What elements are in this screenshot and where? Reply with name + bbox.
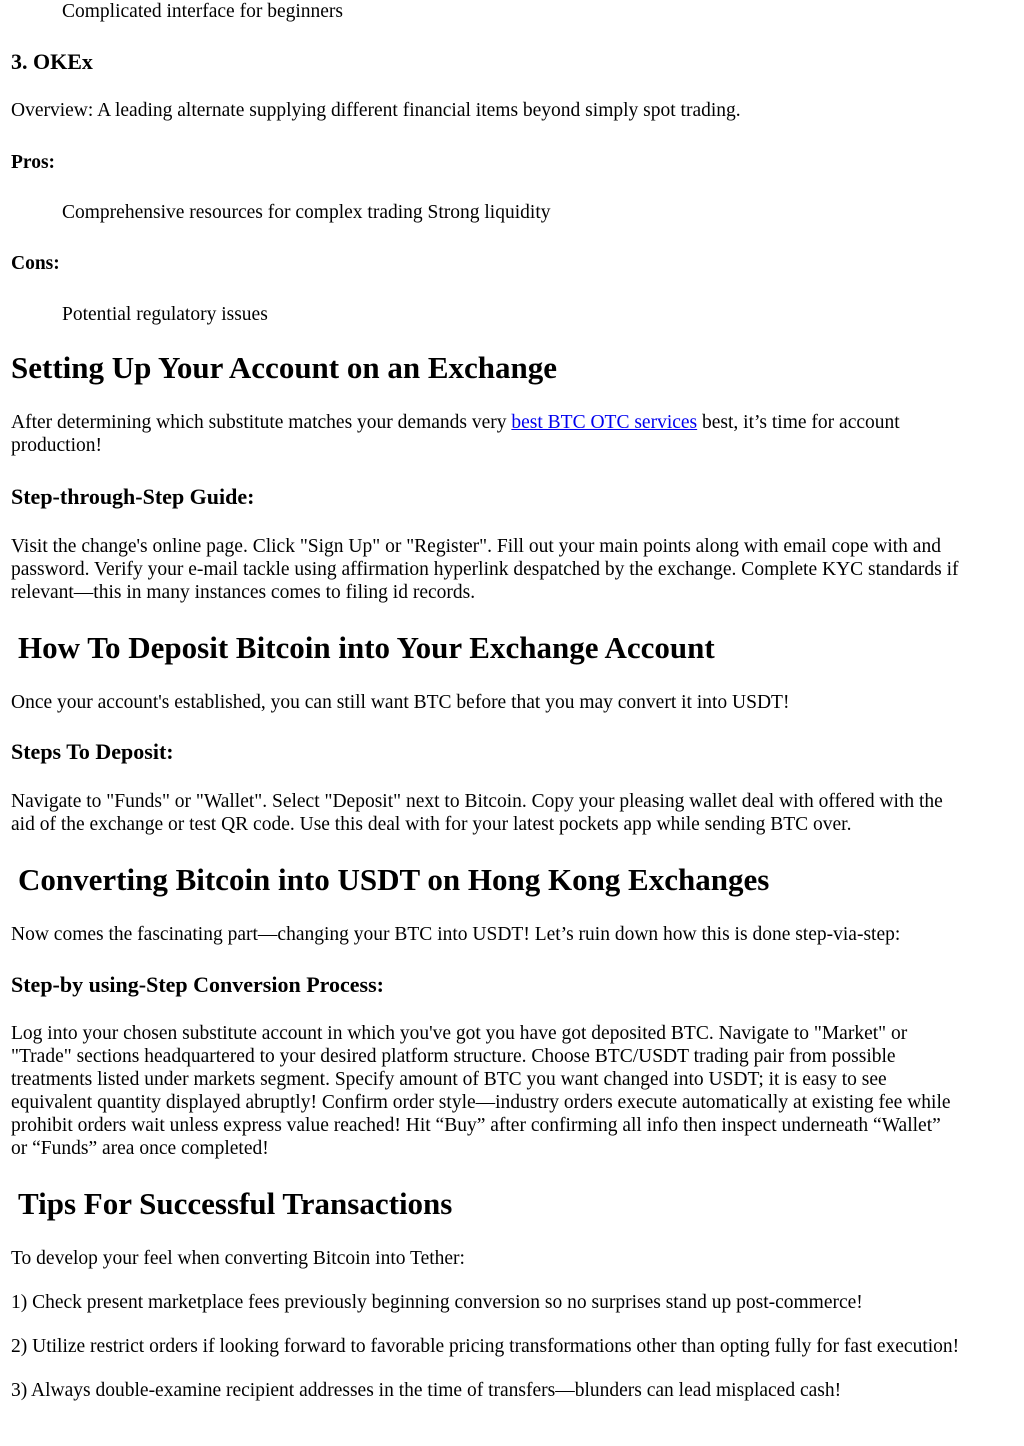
conversion-process-line: or “Funds” area once completed! bbox=[11, 1138, 269, 1159]
setup-intro-text: After determining which substitute matches your demands very bbox=[11, 412, 512, 433]
deposit-steps-line: aid of the exchange or test QR code. Use this deal with for your latest pockets app while sending BTC over. bbox=[11, 814, 852, 835]
guide-line: relevant—this in many instances comes to filing id records. bbox=[11, 582, 476, 603]
cons-label: Cons: bbox=[11, 253, 60, 274]
setup-intro-line2: production! bbox=[11, 435, 102, 456]
guide-line: Visit the change's online page. Click "Sign Up" or "Register". Fill out your main points along with email cope with and bbox=[11, 536, 941, 557]
setup-intro-text-after: best, it’s time for account bbox=[697, 412, 900, 433]
pros-label: Pros: bbox=[11, 152, 56, 173]
conversion-process-line: "Trade" sections headquartered to your desired platform structure. Choose BTC/USDT trading pair from possible bbox=[11, 1046, 896, 1067]
section-heading-okex: 3. OKEx bbox=[11, 49, 93, 74]
guide-line: password. Verify your e-mail tackle using affirmation hyperlink despatched by the exchange. Complete KYC standards if bbox=[11, 559, 959, 580]
conversion-process-line: treatments listed under markets segment. Specify amount of BTC you want changed into USDT; it is easy to see bbox=[11, 1069, 887, 1090]
deposit-intro: Once your account's established, you can still want BTC before that you may convert it into USDT! bbox=[11, 692, 790, 713]
okex-overview: Overview: A leading alternate supplying different financial items beyond simply spot trading. bbox=[11, 100, 741, 121]
cons-item-previous: Complicated interface for beginners bbox=[62, 1, 344, 22]
tips-intro: To develop your feel when converting Bitcoin into Tether: bbox=[11, 1248, 465, 1269]
conversion-process-line: prohibit orders wait unless express value reached! Hit “Buy” after confirming all info then inspect underneath “Wallet” bbox=[11, 1115, 941, 1136]
conversion-process-line: Log into your chosen substitute account in which you've got you have got deposited BTC. Navigate to "Market" or bbox=[11, 1023, 908, 1044]
pros-item: Comprehensive resources for complex trading Strong liquidity bbox=[62, 202, 551, 223]
tips-item: 2) Utilize restrict orders if looking forward to favorable pricing transformations other than opting fully for fast execution! bbox=[11, 1336, 960, 1357]
section-heading-setup: Setting Up Your Account on an Exchange bbox=[11, 350, 558, 385]
conversion-process-line: equivalent quantity displayed abruptly! Confirm order style—industry orders execute automatically at existing fee while bbox=[11, 1092, 951, 1113]
convert-intro: Now comes the fascinating part—changing your BTC into USDT! Let’s ruin down how this is done step-via-step: bbox=[11, 924, 901, 945]
section-heading-deposit: How To Deposit Bitcoin into Your Exchange Account bbox=[18, 630, 715, 665]
best-btc-otc-services-link[interactable]: best BTC OTC services bbox=[511, 412, 698, 433]
deposit-steps-line: Navigate to "Funds" or "Wallet". Select "Deposit" next to Bitcoin. Copy your pleasing wallet deal with offered with the bbox=[11, 791, 943, 812]
setup-intro bbox=[11, 411, 900, 434]
guide-heading: Step-through-Step Guide: bbox=[11, 484, 255, 509]
section-heading-convert: Converting Bitcoin into USDT on Hong Kong Exchanges bbox=[18, 862, 770, 897]
cons-item: Potential regulatory issues bbox=[62, 304, 268, 325]
section-heading-tips: Tips For Successful Transactions bbox=[18, 1186, 453, 1221]
deposit-steps-heading: Steps To Deposit: bbox=[11, 739, 174, 764]
tips-item: 3) Always double-examine recipient addresses in the time of transfers—blunders can lead misplaced cash! bbox=[11, 1380, 842, 1401]
conversion-process-heading: Step-by using-Step Conversion Process: bbox=[11, 972, 385, 997]
tips-item: 1) Check present marketplace fees previously beginning conversion so no surprises stand up post-commerce! bbox=[11, 1292, 863, 1313]
